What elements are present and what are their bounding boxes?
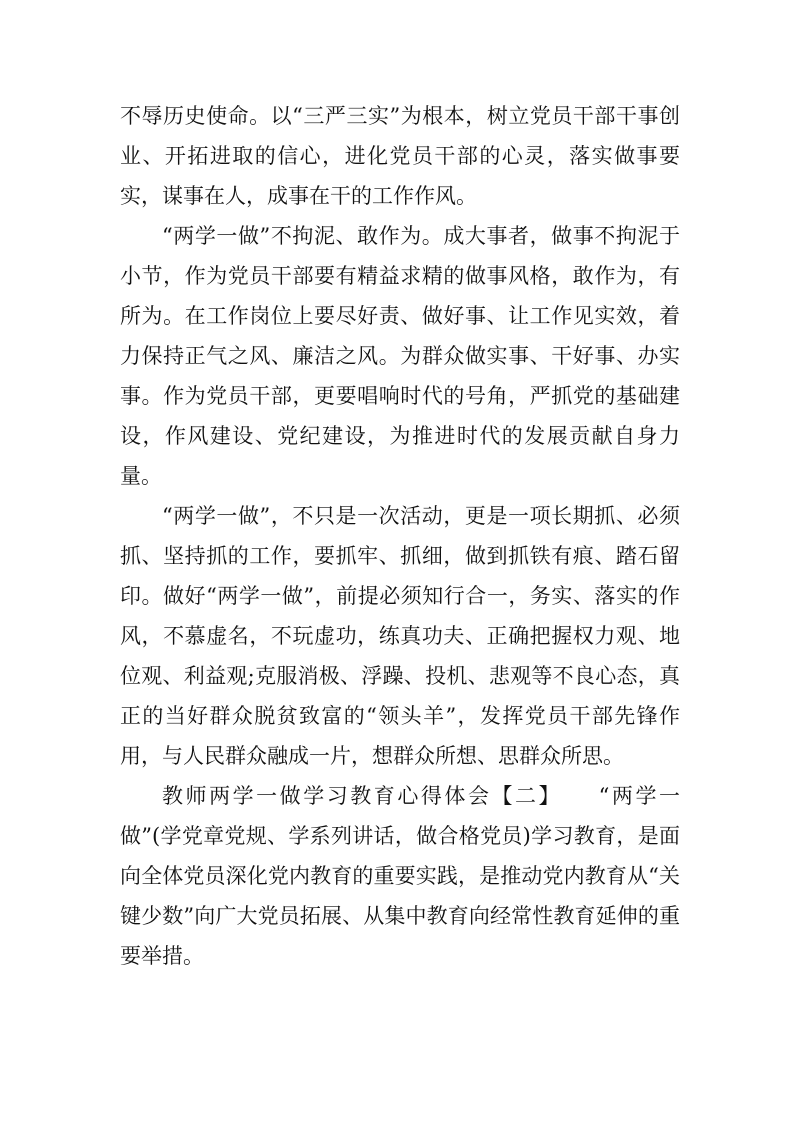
document-body bbox=[120, 96, 680, 976]
paragraph-teacher-reflection-two: 教师两学一做学习教育心得体会【二】 “两学一做”(学党章党规、学系列讲话，做合格党员)学习教育，是面向全体党员深化党内教育的重要实践，是推动党内教育从“关键少数”向广大党员拓展、从集中教育向经常性教育延伸的重要举措。 bbox=[120, 784, 680, 968]
paragraph-continuation: 不辱历史使命。以“三严三实”为根本，树立党员干部干事创业、开拓进取的信心，进化党员干部的心灵，落实做事要实，谋事在人，成事在干的工作作风。 bbox=[120, 104, 680, 208]
paragraph-long-term-work: “两学一做”，不只是一次活动，更是一项长期抓、必须抓、坚持抓的工作，要抓牢、抓细，做到抓铁有痕、踏石留印。做好“两学一做”，前提必须知行合一，务实、落实的作风，不慕虚名，不玩虚功，练真功夫、正确把握权力观、地位观、利益观;克服消极、浮躁、投机、悲观等不良心态，真正的当好群众脱贫致富的“领头羊”，发挥党员干部先锋作用，与人民群众融成一片，想群众所想、思群众所思。 bbox=[120, 504, 680, 768]
paragraph-dare-to-act: “两学一做”不拘泥、敢作为。成大事者，做事不拘泥于小节，作为党员干部要有精益求精的做事风格，敢作为，有所为。在工作岗位上要尽好责、做好事、让工作见实效，着力保持正气之风、廉洁之风。为群众做实事、干好事、办实事。作为党员干部，更要唱响时代的号角，严抓党的基础建设，作风建设、党纪建设，为推进时代的发展贡献自身力量。 bbox=[120, 224, 680, 488]
